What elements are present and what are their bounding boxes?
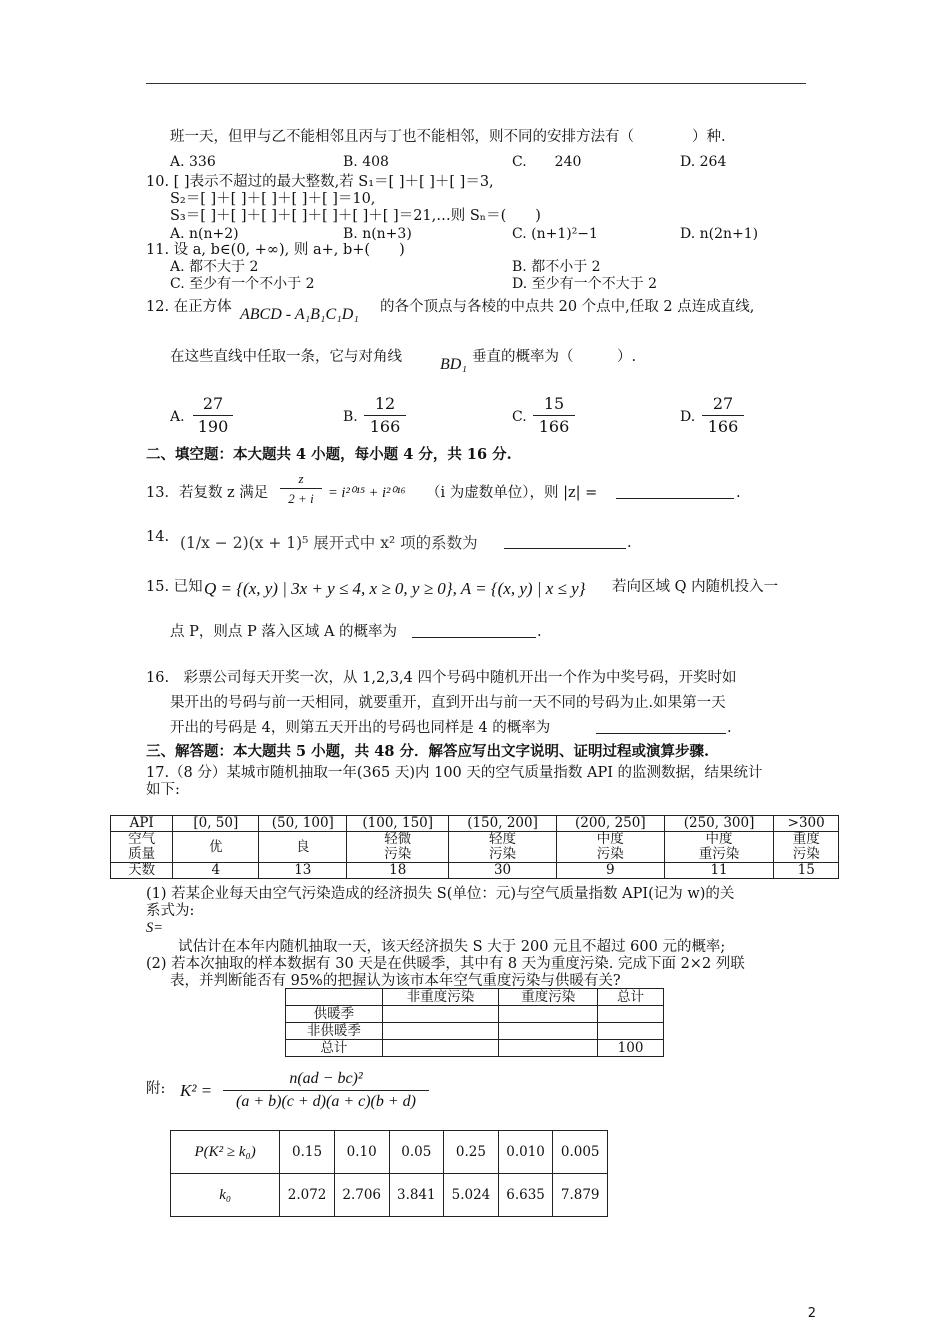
api-days-row (111, 863, 839, 879)
q12-option-b-label: B. (343, 409, 358, 425)
q12-stem-a: 12. 在正方体 (146, 299, 232, 315)
k2-fraction (223, 1068, 429, 1113)
q10-option-c: C. (n+1)²−1 (512, 226, 598, 242)
q13-fraction (280, 469, 322, 508)
api-quality-cell: 中度 重污染 (664, 832, 774, 863)
contingency-header-cell: 重度污染 (499, 989, 598, 1006)
contingency-cell[interactable] (382, 1040, 499, 1057)
k2-denominator: (a + b)(c + d)(a + c)(b + d) (235, 1093, 416, 1110)
critical-prob-label: P(K² ≥ k₀) (171, 1131, 280, 1174)
contingency-cell: 100 (598, 1040, 664, 1057)
k2-lhs: K² = (180, 1081, 213, 1100)
q12-option-d-label: D. (680, 409, 696, 425)
critical-k-cell: 2.072 (280, 1174, 335, 1217)
q12-option-c-fraction (533, 393, 575, 438)
contingency-header-cell: 总计 (598, 989, 664, 1006)
q10-line2: S₂＝[ ]＋[ ]＋[ ]＋[ ]＋[ ]＝10, (170, 191, 376, 207)
api-quality-row (111, 832, 839, 863)
critical-value-table (170, 1130, 608, 1217)
contingency-row-label: 供暖季 (286, 1006, 383, 1023)
contingency-row (286, 1006, 664, 1023)
api-header-cell: >300 (774, 816, 839, 832)
api-days-cell: 18 (347, 863, 449, 879)
q15-stem-a: 15. 已知 (146, 579, 203, 595)
q15-end: . (537, 624, 542, 640)
api-header-cell: (150, 200] (449, 816, 557, 832)
q11-option-c: C. 至少有一个不小于 2 (170, 276, 315, 292)
contingency-header-cell: 非重度污染 (382, 989, 499, 1006)
contingency-header-row (286, 989, 664, 1006)
q12-option-d-den: 166 (707, 417, 739, 436)
q13-stem: 13．若复数 z 满足 (146, 485, 269, 501)
appendix-label: 附: (146, 1081, 166, 1097)
page-number: 2 (807, 1306, 816, 1321)
q9-stem-tail: 班一天，但甲与乙不能相邻且丙与丁也不能相邻，则不同的安排方法有（ ）种. (170, 129, 726, 145)
critical-prob-cell: 0.15 (280, 1131, 335, 1174)
q12-option-a-label: A. (170, 409, 185, 425)
q12-option-a-den: 190 (197, 417, 229, 436)
api-days-cell: 13 (259, 863, 347, 879)
q10-line3: S₃＝[ ]＋[ ]＋[ ]＋[ ]＋[ ]＋[ ]＋[ ]＝21,…则 Sₙ＝( ) (170, 208, 541, 224)
q11-stem: 11. 设 a, b∈(0, +∞), 则 a+, b+( ) (146, 242, 405, 258)
q12-option-c-label: C. (512, 409, 527, 425)
api-table (110, 815, 839, 879)
q12-stem-b: 的各个顶点与各棱的中点共 20 个点中,任取 2 点连成直线, (380, 299, 755, 315)
q17-line2: 如下: (146, 782, 180, 798)
contingency-row (286, 1040, 664, 1057)
q16-line2: 果开出的号码与前一天相同，就要重开，直到开出与前一天不同的号码为止.如果第一天 (170, 695, 726, 711)
q17-part1-line1: (1) 若某企业每天由空气污染造成的经济损失 S(单位：元)与空气质量指数 API(记为 w)的关 (146, 886, 735, 902)
q11-option-b: B. 都不小于 2 (512, 259, 601, 275)
q13-end: . (736, 485, 741, 501)
critical-k-cell: 6.635 (498, 1174, 553, 1217)
critical-k-label: k₀ (171, 1174, 280, 1217)
critical-prob-cell: 0.005 (553, 1131, 608, 1174)
api-quality-cell: 重度 污染 (774, 832, 839, 863)
q11-option-a: A. 都不大于 2 (170, 259, 259, 275)
api-quality-cell: 轻微 污染 (347, 832, 449, 863)
q13-answer-blank[interactable] (616, 484, 734, 499)
q15-stem-b: 若向区域 Q 内随机投入一 (612, 579, 779, 595)
q14-expression: (1/x − 2)(x + 1)⁵ 展开式中 x² 项的系数为 (180, 534, 478, 552)
api-days-label: 天数 (111, 863, 173, 879)
q15-line2: 点 P，则点 P 落入区域 A 的概率为 (170, 624, 398, 640)
q14-label: 14. (146, 529, 170, 545)
api-days-cell: 30 (449, 863, 557, 879)
q14-end: . (627, 535, 632, 551)
contingency-cell[interactable] (382, 1023, 499, 1040)
api-header-cell: (200, 250] (556, 816, 664, 832)
q12-diagonal: BD₁ (440, 356, 467, 373)
api-table-header-row (111, 816, 839, 832)
q11-option-d: D. 至少有一个不大于 2 (512, 276, 657, 292)
api-header-cell: API (111, 816, 173, 832)
api-days-cell: 11 (664, 863, 774, 879)
q14-answer-blank[interactable] (504, 534, 626, 549)
q12-cube-name: ABCD - A₁B₁C₁D₁ (240, 306, 359, 323)
q16-answer-blank[interactable] (596, 719, 726, 734)
q12-option-a-fraction (193, 393, 233, 438)
api-days-cell: 15 (774, 863, 839, 879)
contingency-row-label: 总计 (286, 1040, 383, 1057)
q12-option-d-fraction (702, 393, 744, 438)
q17-part1-line3: 试估计在本年内随机抽取一天，该天经济损失 S 大于 200 元且不超过 600 元的概率; (178, 939, 726, 955)
critical-k-cell: 2.706 (334, 1174, 389, 1217)
critical-k-cell: 7.879 (553, 1174, 608, 1217)
critical-prob-cell: 0.25 (444, 1131, 499, 1174)
q12-option-c-den: 166 (538, 417, 570, 436)
critical-k-row (171, 1174, 608, 1217)
section-3-heading: 三、解答题：本大题共 5 小题，共 48 分．解答应写出文字说明、证明过程或演算步骤. (146, 743, 710, 760)
q12-option-c-num: 15 (533, 393, 575, 416)
q10-line1: 10. [ ]表示不超过的最大整数,若 S₁＝[ ]＋[ ]＋[ ]＝3, (146, 174, 494, 190)
q17-line1: 17.（8 分）某城市随机抽取一年(365 天)内 100 天的空气质量指数 API 的监测数据，结果统计 (146, 765, 763, 781)
contingency-cell[interactable] (598, 1006, 664, 1023)
k2-numerator: n(ad − bc)² (223, 1068, 429, 1091)
api-quality-cell: 良 (259, 832, 347, 863)
q9-option-d: D. 264 (680, 154, 727, 170)
api-header-cell: (100, 150] (347, 816, 449, 832)
contingency-row-label: 非供暖季 (286, 1023, 383, 1040)
q13-den: 2 + i (288, 491, 314, 506)
q13-equation: = i²⁰¹⁵ + i²⁰¹⁶ (328, 485, 406, 501)
contingency-cell[interactable] (598, 1023, 664, 1040)
q12-option-d-num: 27 (702, 393, 744, 416)
api-quality-cell: 优 (173, 832, 259, 863)
q16-line1: 16. 彩票公司每天开奖一次，从 1,2,3,4 四个号码中随机开出一个作为中奖号码，开奖时如 (146, 670, 737, 686)
header-rule (146, 83, 806, 84)
q10-option-d: D. n(2n+1) (680, 226, 759, 242)
q17-part2-line1: (2) 若本次抽取的样本数据有 30 天是在供暖季，其中有 8 天为重度污染. 完成下面 2×2 列联 (146, 956, 745, 972)
contingency-cell[interactable] (499, 1006, 598, 1023)
q12-line2-a: 在这些直线中任取一条，它与对角线 (170, 349, 402, 365)
q12-line2-b: 垂直的概率为（ ）. (472, 349, 637, 365)
q12-option-b-num: 12 (364, 393, 406, 416)
q17-part1-line2: 系式为: (146, 903, 195, 919)
q16-line3: 开出的号码是 4，则第五天开出的号码也同样是 4 的概率为 (170, 720, 551, 736)
contingency-cell[interactable] (382, 1006, 499, 1023)
q12-option-a-num: 27 (193, 393, 233, 416)
q9-option-c: C. 240 (512, 154, 582, 170)
section-2-heading: 二、填空题：本大题共 4 小题，每小题 4 分，共 16 分. (146, 446, 512, 463)
q9-option-b: B. 408 (343, 154, 389, 170)
contingency-table (285, 988, 664, 1057)
q10-option-a: A. n(n+2) (170, 226, 239, 242)
api-header-cell: (250, 300] (664, 816, 774, 832)
q17-part2-line2: 表，并判断能否有 95%的把握认为该市本年空气重度污染与供暖有关? (170, 973, 621, 989)
q12-option-b-fraction (364, 393, 406, 438)
q13-num: z (280, 469, 322, 489)
contingency-row (286, 1023, 664, 1040)
api-quality-cell: 中度 污染 (556, 832, 664, 863)
critical-prob-cell: 0.05 (389, 1131, 444, 1174)
critical-k-cell: 5.024 (444, 1174, 499, 1217)
q16-end: . (727, 720, 732, 736)
q10-option-b: B. n(n+3) (343, 226, 412, 242)
q9-option-a: A. 336 (170, 154, 216, 170)
contingency-cell[interactable] (499, 1023, 598, 1040)
q15-answer-blank[interactable] (412, 623, 536, 638)
q17-s-equation: S= (146, 920, 164, 936)
api-header-cell: (50, 100] (259, 816, 347, 832)
critical-prob-row (171, 1131, 608, 1174)
api-quality-label: 空气 质量 (111, 832, 173, 863)
q12-option-b-den: 166 (369, 417, 401, 436)
api-days-cell: 9 (556, 863, 664, 879)
critical-k-cell: 3.841 (389, 1174, 444, 1217)
q15-sets: Q = {(x, y) | 3x + y ≤ 4, x ≥ 0, y ≥ 0}, A = {(x, y) | x ≤ y} (204, 579, 586, 598)
q13-condition: （i 为虚数单位），则 |z| = (426, 485, 598, 501)
critical-prob-cell: 0.010 (498, 1131, 553, 1174)
api-header-cell: [0, 50] (173, 816, 259, 832)
api-quality-cell: 轻度 污染 (449, 832, 557, 863)
contingency-header-cell (286, 989, 383, 1006)
api-days-cell: 4 (173, 863, 259, 879)
critical-prob-cell: 0.10 (334, 1131, 389, 1174)
contingency-cell[interactable] (499, 1040, 598, 1057)
